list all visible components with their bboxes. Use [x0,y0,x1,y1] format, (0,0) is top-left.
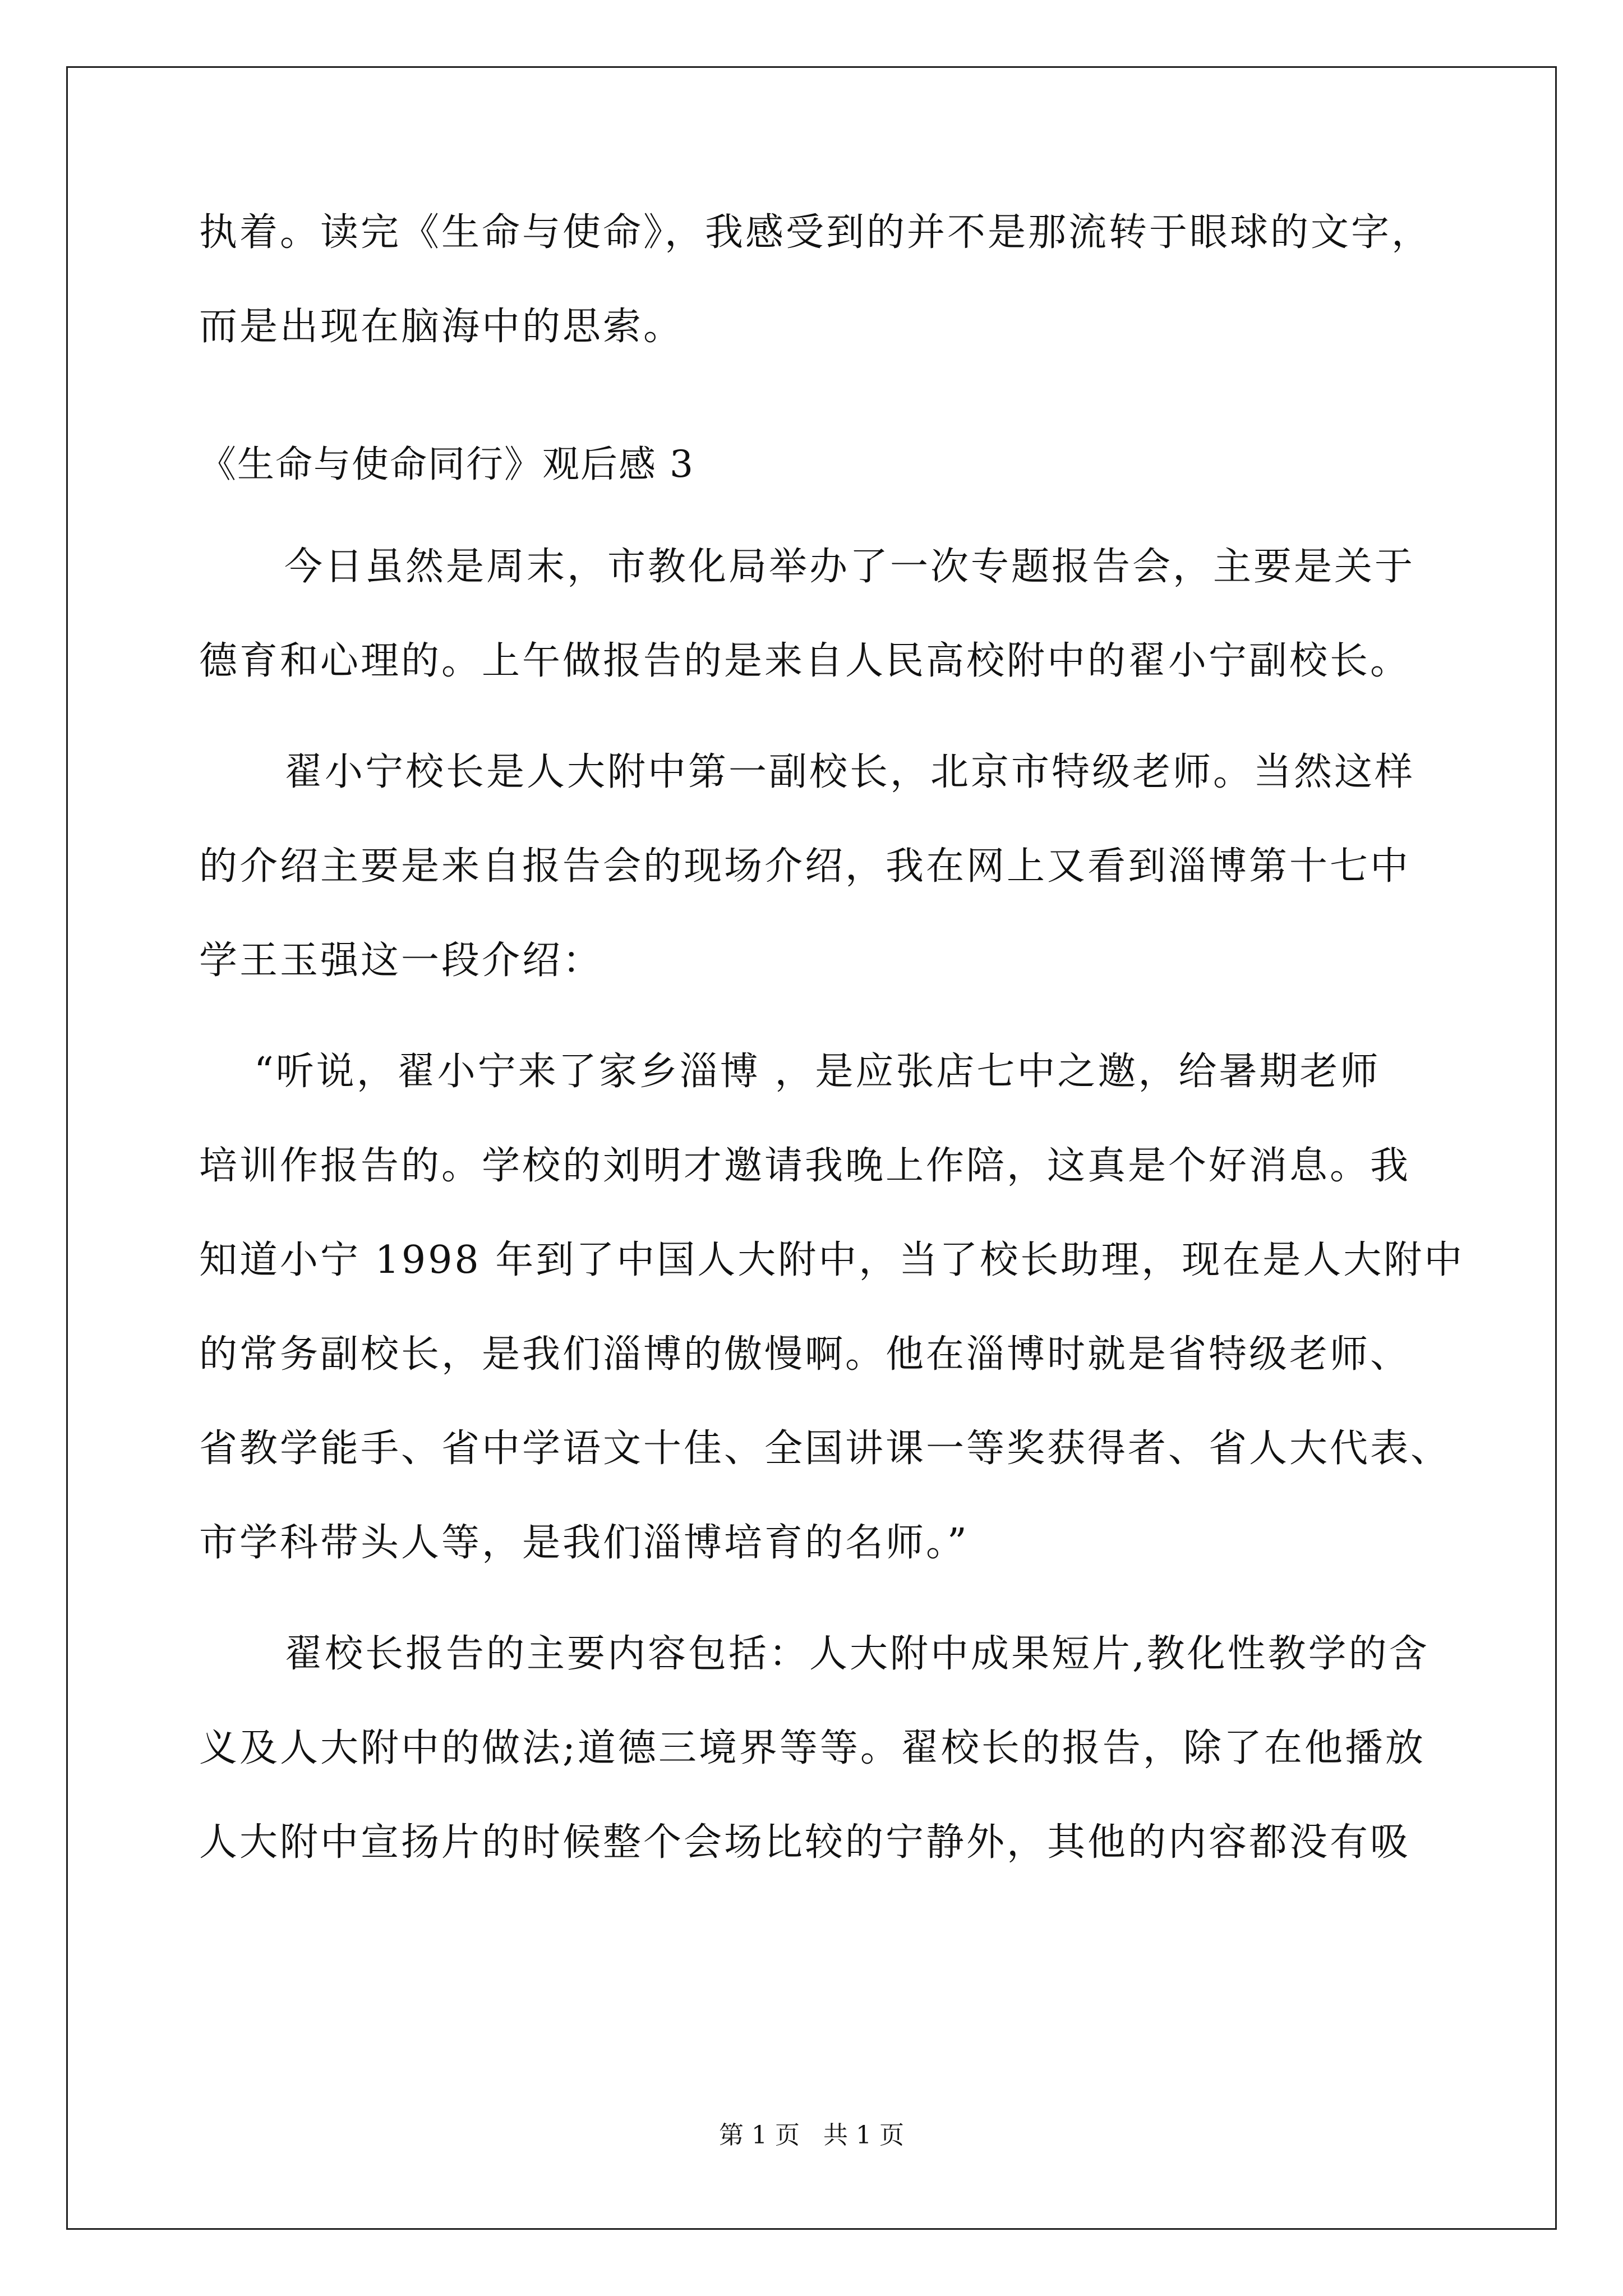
text-line: 执着。读完《生命与使命》，我感受到的并不是那流转于眼球的文字， [199,210,1432,255]
text-line: 义及人大附中的做法;道德三境界等等。翟校长的报告，除了在他播放 [199,1726,1426,1770]
paragraph-line: 翟校长报告的主要内容包括：人大附中成果短片,教化性教学的含 [284,1632,1430,1676]
text-line: 而是出现在脑海中的思索。 [199,305,684,349]
text-line: 的介绍主要是来自报告会的现场介绍，我在网上又看到淄博第十七中 [199,844,1411,889]
text-line: 市学科带头人等，是我们淄博培育的名师。” [199,1521,969,1565]
text-line: 学王玉强这一段介绍： [199,938,603,983]
quote-line: “听说，翟小宁来了家乡淄博 ，是应张店七中之邀，给暑期老师 [254,1050,1381,1094]
paragraph-line: 今日虽然是周末，市教化局举办了一次专题报告会，主要是关于 [284,545,1415,589]
paragraph-line: 翟小宁校长是人大附中第一副校长，北京市特级老师。当然这样 [284,750,1415,794]
text-line: 的常务副校长，是我们淄博的傲慢啊。他在淄博时就是省特级老师、 [199,1332,1411,1377]
text-line: 省教学能手、省中学语文十佳、全国讲课一等奖获得者、省人大代表、 [199,1427,1451,1471]
page-footer: 第 1 页 共 1 页 [719,2121,904,2150]
text-line: 德育和心理的。上午做报告的是来自人民高校附中的翟小宁副校长。 [199,639,1411,683]
section-heading: 《生命与使命同行》观后感 3 [199,443,694,486]
text-line: 知道小宁 1998 年到了中国人大附中，当了校长助理，现在是人大附中 [199,1238,1465,1282]
text-line: 培训作报告的。学校的刘明才邀请我晚上作陪，这真是个好消息。我 [199,1144,1411,1188]
text-line: 人大附中宣扬片的时候整个会场比较的宁静外，其他的内容都没有吸 [199,1820,1411,1865]
